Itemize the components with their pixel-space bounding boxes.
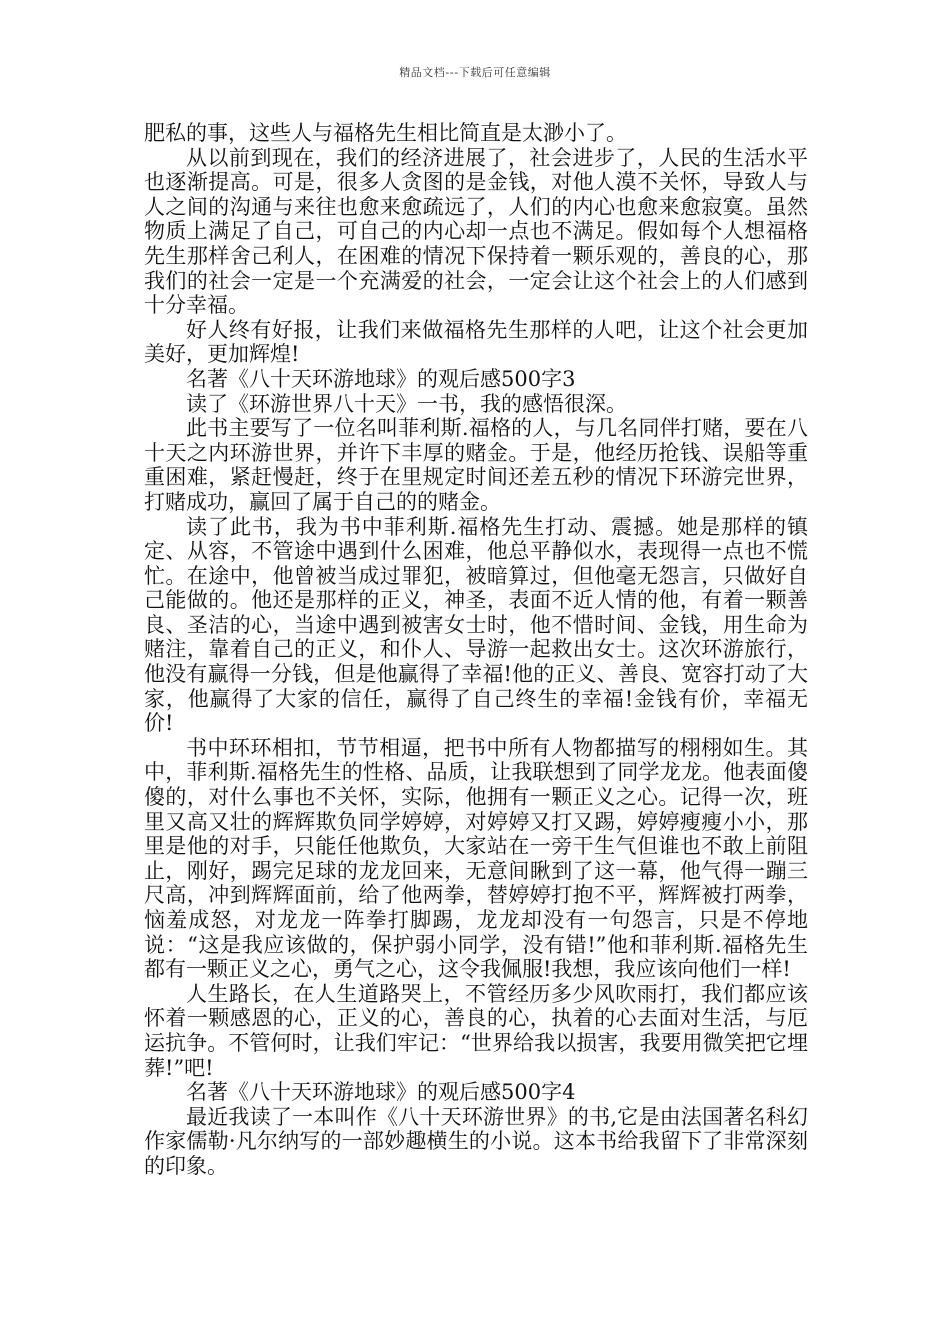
paragraph: 此书主要写了一位名叫菲利斯.福格的人，与几名同伴打赌，要在八十天之内环游世界，并许下丰厚的赌金。于是，他经历抢钱、误船等重重困难，紧赶慢赶，终于在里规定时间还差五秒的情况下环游完世界，打赌成功，赢回了属于自己的的赌金。 xyxy=(144,416,808,514)
paragraph: 书中环环相扣，节节相逼，把书中所有人物都描写的栩栩如生。其中，菲利斯.福格先生的性格、品质，让我联想到了同学龙龙。他表面傻傻的，对什么事也不关怀，实际，他拥有一颗正义之心。记得一次，班里又高又壮的辉辉欺负同学婷婷，对婷婷又打又踢，婷婷瘦瘦小小，那里是他的对手，只能任他欺负，大家站在一旁干生气但谁也不敢上前阻止，刚好，踢完足球的龙龙回来，无意间瞅到了这一幕，他气得一蹦三尺高，冲到辉辉面前，给了他两拳，替婷婷打抱不平，辉辉被打两拳，恼羞成怒，对龙龙一阵拳打脚踢，龙龙却没有一句怨言，只是不停地说：“这是我应该做的，保护弱小同学，没有错!”他和菲利斯.福格先生都有一颗正义之心，勇气之心，这令我佩服!我想，我应该向他们一样! xyxy=(144,735,808,982)
paragraph: 最近我读了一本叫作《八十天环游世界》的书,它是由法国著名科幻作家儒勒·凡尔纳写的一部妙趣横生的小说。这本书给我留下了非常深刻的印象。 xyxy=(144,1104,808,1178)
paragraph: 人生路长，在人生道路哭上，不管经历多少风吹雨打，我们都应该怀着一颗感恩的心，正义的心，善良的心，执着的心去面对生活，与厄运抗争。不管何时，让我们牢记：“世界给我以损害，我要用微笑把它埋葬!”吧! xyxy=(144,981,808,1080)
document-body xyxy=(144,121,808,1179)
page-header: 精品文档---下载后可任意编辑 xyxy=(399,66,551,79)
paragraph: 读了《环游世界八十天》一书，我的感悟很深。 xyxy=(186,391,627,416)
paragraph: 肥私的事，这些人与福格先生相比简直是太渺小了。 xyxy=(144,121,627,145)
paragraph: 从以前到现在，我们的经济进展了，社会进步了，人民的生活水平也逐渐提高。可是，很多人贪图的是金钱，对他人漠不关怀，导致人与人之间的沟通与来往也愈来愈疏远了，人们的内心也愈来愈寂寞。虽然物质上满足了自己，可自己的内心却一点也不满足。假如每个人想福格先生那样舍己利人，在困难的情况下保持着一颗乐观的，善良的心，那我们的社会一定是一个充满爱的社会，一定会让这个社会上的人们感到十分幸福。 xyxy=(144,145,808,318)
paragraph: 名著《八十天环游地球》的观后感500字4 xyxy=(186,1080,576,1105)
paragraph: 好人终有好报，让我们来做福格先生那样的人吧，让这个社会更加美好，更加辉煌! xyxy=(144,317,808,367)
paragraph: 名著《八十天环游地球》的观后感500字3 xyxy=(186,366,576,391)
paragraph: 读了此书，我为书中菲利斯.福格先生打动、震撼。她是那样的镇定、从容，不管途中遇到什么困难，他总平静似水，表现得一点也不慌忙。在途中，他曾被当成过罪犯，被暗算过，但他毫无怨言，只做好自己能做的。他还是那样的正义，神圣，表面不近人情的他，有着一颗善良、圣洁的心，当途中遇到被害女士时，他不惜时间、金钱，用生命为赌注，靠着自己的正义，和仆人、导游一起救出女士。这次环游旅行，他没有赢得一分钱，但是他赢得了幸福!他的正义、善良、宽容打动了大家，他赢得了大家的信任，赢得了自己终生的幸福!金钱有价，幸福无价! xyxy=(144,514,808,736)
